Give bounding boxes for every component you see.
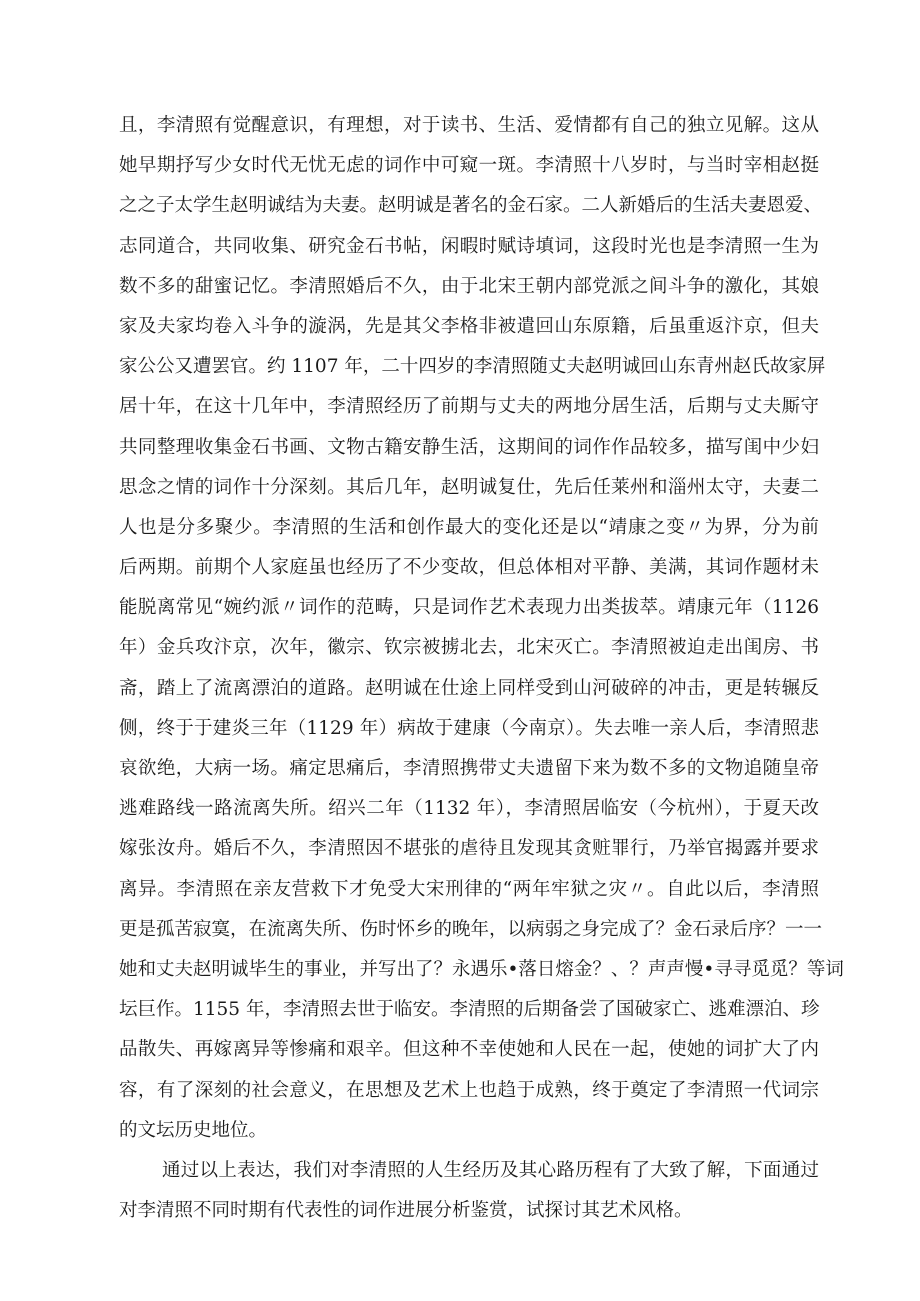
text-line: 居十年，在这十几年中，李清照经历了前期与丈夫的两地分居生活，后期与丈夫厮守 — [119, 396, 819, 418]
text-line: 年）金兵攻汴京，次年，徽宗、钦宗被掳北去，北宋灭亡。李清照被迫走出闺房、书 — [119, 637, 819, 659]
text-line: 共同整理收集金石书画、文物古籍安静生活，这期间的词作作品较多，描写闺中少妇 — [119, 436, 819, 458]
body-text — [119, 106, 844, 1231]
text-line: 志同道合，共同收集、研究金石书帖，闲暇时赋诗填词，这段时光也是李清照一生为 — [119, 235, 819, 257]
text-line: 数不多的甜蜜记忆。李清照婚后不久，由于北宋王朝内部党派之间斗争的激化，其娘 — [119, 275, 819, 297]
text-line: 逃难路线一路流离失所。绍兴二年（1132 年），李清照居临安（今杭州），于夏天改 — [119, 798, 819, 820]
text-line: 通过以上表达，我们对李清照的人生经历及其心路历程有了大致了解，下面通过 — [162, 1159, 819, 1181]
text-line: 思念之情的词作十分深刻。其后几年，赵明诚复仕，先后任莱州和淄州太守，夫妻二 — [119, 476, 819, 498]
text-line: 家及夫家均卷入斗争的漩涡，先是其父李格非被遣回山东原籍，后虽重返汴京，但夫 — [119, 315, 819, 337]
text-line: 哀欲绝，大病一场。痛定思痛后，李清照携带丈夫遗留下来为数不多的文物追随皇帝 — [119, 758, 819, 779]
text-line: 品散失、再嫁离异等惨痛和艰辛。但这种不幸使她和人民在一起，使她的词扩大了内 — [119, 1039, 819, 1061]
text-line: 她早期抒写少女时代无忧无虑的词作中可窥一斑。李清照十八岁时，与当时宰相赵挺 — [119, 155, 819, 177]
text-line: 坛巨作。1155 年，李清照去世于临安。李清照的后期备尝了国破家亡、逃难漂泊、珍 — [119, 999, 820, 1021]
paragraph-conclusion — [119, 1151, 819, 1231]
text-line: 后两期。前期个人家庭虽也经历了不少变故，但总体相对平静、美满，其词作题材未 — [119, 557, 819, 579]
text-line: 对李清照不同时期有代表性的词作进展分析鉴赏，试探讨其艺术风格。 — [119, 1200, 693, 1222]
text-line: 离异。李清照在亲友营救下才免受大宋刑律的“两年牢狱之灾〃。自此以后，李清照 — [119, 878, 819, 900]
text-line: 更是孤苦寂寞，在流离失所、伤时怀乡的晚年，以病弱之身完成了？金石录后序？一一 — [119, 918, 823, 940]
text-line: 之之子太学生赵明诚结为夫妻。赵明诚是著名的金石家。二人新婚后的生活夫妻恩爱、 — [119, 195, 823, 217]
text-line: 家公公又遭罢官。约 1107 年，二十四岁的李清照随丈夫赵明诚回山东青州赵氏故家屏 — [119, 356, 826, 378]
text-line: 嫁张汝舟。婚后不久，李清照因不堪张的虐待且发现其贪赃罪行，乃举官揭露并要求 — [119, 838, 819, 860]
paragraph-biography — [119, 106, 844, 1151]
text-line: 侧，终于于建炎三年（1129 年）病故于建康（今南京）。失去唯一亲人后，李清照悲 — [119, 717, 819, 739]
text-line: 的文坛历史地位。 — [119, 1119, 268, 1141]
text-line: 人也是分多聚少。李清照的生活和创作最大的变化还是以“靖康之变〃为界，分为前 — [119, 516, 819, 538]
text-line: 容，有了深刻的社会意义，在思想及艺术上也趋于成熟，终于奠定了李清照一代词宗 — [119, 1079, 819, 1101]
text-line: 且，李清照有觉醒意识，有理想，对于读书、生活、爱情都有自己的独立见解。这从 — [119, 115, 819, 136]
text-line: 能脱离常见“婉约派〃词作的范畴，只是词作艺术表现力出类拔萃。靖康元年（1126 — [119, 597, 819, 619]
text-line: 斋，踏上了流离漂泊的道路。赵明诚在仕途上同样受到山河破碎的冲击，更是转辗反 — [119, 677, 819, 699]
text-line: 她和丈夫赵明诚毕生的事业，并写出了？永遇乐•落日熔金？、？声声慢•寻寻觅觅？等词 — [119, 958, 844, 980]
